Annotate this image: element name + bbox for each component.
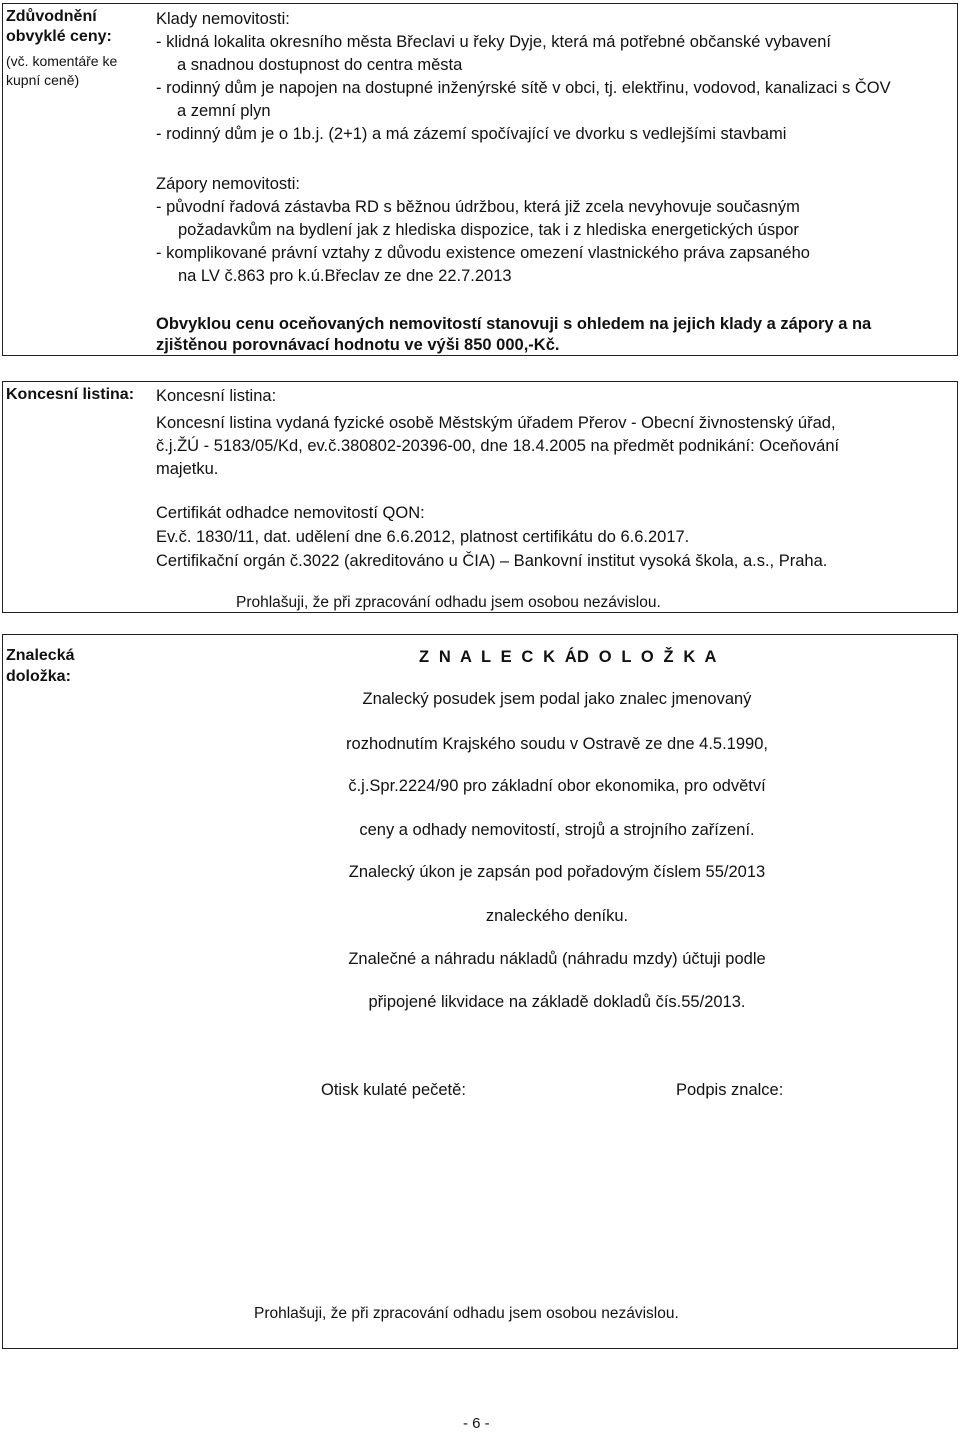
conclusion-line2: zjištěnou porovnávací hodnotu ve výši 850 000,-Kč. xyxy=(156,336,560,354)
expert-clause-declaration: Prohlašuji, že při zpracování odhadu jsem osobou nezávislou. xyxy=(254,1305,679,1322)
pros-line: - rodinný dům je o 1b.j. (2+1) a má zázemí spočívající ve dvorku s vedlejšími stavbami xyxy=(156,125,787,143)
cons-line: - původní řadová zástavba RD s běžnou údržbou, která již zcela nevyhovuje současným xyxy=(156,198,800,216)
conclusion-line1: Obvyklou cenu oceňovaných nemovitostí stanovuji s ohledem na jejich klady a zápory a na xyxy=(156,315,872,333)
expert-clause-line: Znalečné a náhradu nákladů (náhradu mzdy) účtuji podle xyxy=(348,950,766,968)
certificate-line: Certifikační orgán č.3022 (akreditováno u ČIA) – Bankovní institut vysoká škola, a.s., Praha. xyxy=(156,552,828,570)
expert-clause-label-line2: doložka: xyxy=(6,668,71,685)
expert-clause-line: č.j.Spr.2224/90 pro základní obor ekonomika, pro odvětví xyxy=(348,777,766,795)
expert-clause-line: ceny a odhady nemovitostí, strojů a strojního zařízení. xyxy=(359,821,755,839)
expert-clause-line: znaleckého deníku. xyxy=(485,907,629,925)
license-line: Koncesní listina vydaná fyzické osobě Městským úřadem Přerov - Obecní živnostenský úřad, xyxy=(156,414,836,432)
pros-line: a zemní plyn xyxy=(177,102,271,120)
cons-title: Zápory nemovitosti: xyxy=(156,175,300,193)
license-label: Koncesní listina: xyxy=(6,386,135,403)
pros-line: - rodinný dům je napojen na dostupné inženýrské sítě v obci, tj. elektřinu, vodovod, kanalizaci s ČOV xyxy=(156,79,891,97)
cons-line: - komplikované právní vztahy z důvodu existence omezení vlastnického práva zapsaného xyxy=(156,244,810,262)
expert-clause-heading-right: D O L O Ž K A xyxy=(577,648,719,666)
pros-title: Klady nemovitosti: xyxy=(156,10,290,28)
expert-clause-line: rozhodnutím Krajského soudu v Ostravě ze dne 4.5.1990, xyxy=(346,735,768,753)
expert-clause-line: Znalecký posudek jsem podal jako znalec jmenovaný xyxy=(362,690,752,708)
expert-clause-line: připojené likvidace na základě dokladů čís.55/2013. xyxy=(368,993,746,1011)
pros-line: - klidná lokalita okresního města Břeclavi u řeky Dyje, která má potřebné občanské vybavení xyxy=(156,33,831,51)
pros-line: a snadnou dostupnost do centra města xyxy=(177,56,463,74)
cons-line: na LV č.863 pro k.ú.Břeclav ze dne 22.7.2013 xyxy=(178,267,512,285)
certificate-line: Ev.č. 1830/11, dat. udělení dne 6.6.2012, platnost certifikátu do 6.6.2017. xyxy=(156,528,690,546)
cons-line: požadavkům na bydlení jak z hlediska dispozice, tak i z hlediska energetických úspor xyxy=(178,221,799,239)
price-justification-sublabel-line2: kupní ceně) xyxy=(6,72,80,88)
seal-label: Otisk kulaté pečetě: xyxy=(321,1081,466,1099)
license-declaration: Prohlašuji, že při zpracování odhadu jsem osobou nezávislou. xyxy=(236,594,661,611)
expert-clause-heading-left: Z N A L E C K Á xyxy=(419,648,580,666)
expert-clause-label-line1: Znalecká xyxy=(6,647,75,664)
price-justification-label-line1: Zdůvodnění xyxy=(6,8,97,25)
price-justification-sublabel-line1: (vč. komentáře ke xyxy=(6,53,118,69)
license-line: č.j.ŽÚ - 5183/05/Kd, ev.č.380802-20396-00, dne 18.4.2005 na předmět podnikání: Oceňování xyxy=(156,437,840,455)
license-title: Koncesní listina: xyxy=(156,387,277,405)
price-justification-label-line2: obvyklé ceny: xyxy=(6,28,112,45)
signature-label: Podpis znalce: xyxy=(676,1081,784,1099)
license-line: majetku. xyxy=(156,460,219,478)
expert-clause-line: Znalecký úkon je zapsán pod pořadovým číslem 55/2013 xyxy=(348,863,766,881)
certificate-title: Certifikát odhadce nemovitostí QON: xyxy=(156,504,425,522)
page-number: - 6 - xyxy=(463,1415,490,1432)
